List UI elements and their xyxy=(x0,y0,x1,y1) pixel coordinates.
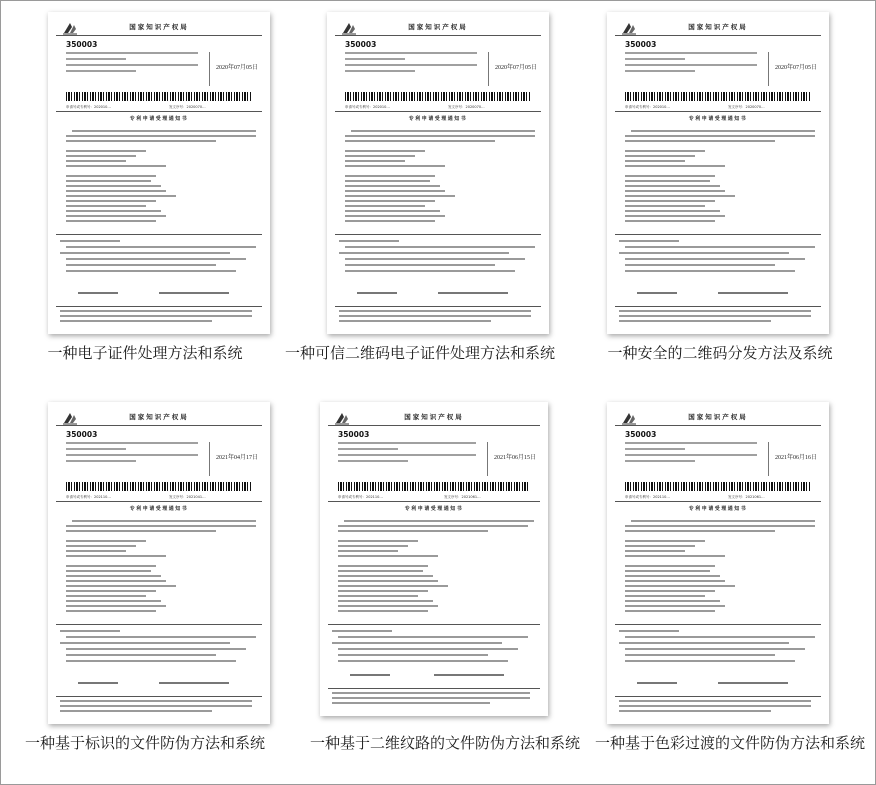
text-line xyxy=(338,585,448,587)
text-line xyxy=(345,140,495,142)
notes-rule xyxy=(56,624,262,625)
issue-date-box xyxy=(768,442,817,476)
footer-line xyxy=(60,710,212,712)
examiner-line xyxy=(78,682,118,684)
note-line xyxy=(345,264,495,266)
address-line xyxy=(625,52,757,54)
text-line xyxy=(625,160,685,162)
note-line xyxy=(619,240,679,242)
text-line xyxy=(345,135,535,137)
text-line xyxy=(338,540,418,542)
text-line xyxy=(338,575,433,577)
note-line xyxy=(338,654,488,656)
text-line xyxy=(625,180,710,182)
note-line xyxy=(60,642,230,644)
text-line xyxy=(72,130,256,132)
text-line xyxy=(66,605,166,607)
issue-date-box xyxy=(209,52,258,86)
office-name: 国家知识产权局 xyxy=(404,413,464,421)
text-line xyxy=(66,155,136,157)
note-line xyxy=(345,246,535,248)
address-line xyxy=(338,442,476,444)
note-line xyxy=(66,648,246,650)
text-line xyxy=(631,130,815,132)
certificate-document[interactable] xyxy=(48,12,270,334)
address-line xyxy=(625,442,757,444)
issue-date: 2020年07月05日 xyxy=(216,65,259,71)
examiner-line xyxy=(637,682,677,684)
text-line xyxy=(66,610,156,612)
department-line xyxy=(718,682,788,684)
footer-line xyxy=(339,310,531,312)
text-line xyxy=(66,525,256,527)
dispatch-ref: 发文序号：2021061… xyxy=(728,495,765,499)
footer-line xyxy=(619,705,811,707)
barcode xyxy=(625,92,811,101)
dispatch-ref: 发文序号：2020070… xyxy=(728,105,765,109)
footer-rule xyxy=(56,306,262,307)
section-rule xyxy=(56,111,262,112)
text-line xyxy=(338,610,428,612)
note-line xyxy=(625,648,805,650)
section-rule xyxy=(615,111,821,112)
note-line xyxy=(66,246,256,248)
text-line xyxy=(345,155,415,157)
text-line xyxy=(66,140,216,142)
text-line xyxy=(66,600,161,602)
document-caption: 一种电子证件处理方法和系统 xyxy=(47,344,243,362)
application-number: 350003 xyxy=(66,430,98,439)
text-line xyxy=(625,545,695,547)
application-ref: 申请号或专利号：202110… xyxy=(338,495,383,499)
text-line xyxy=(66,185,161,187)
application-number: 350003 xyxy=(625,430,657,439)
text-line xyxy=(338,570,423,572)
note-line xyxy=(345,270,515,272)
address-line xyxy=(66,454,198,456)
footer-line xyxy=(619,320,771,322)
address-line xyxy=(625,448,685,450)
text-line xyxy=(625,200,715,202)
text-line xyxy=(625,220,715,222)
department-line xyxy=(159,292,229,294)
notes-rule xyxy=(615,234,821,235)
text-line xyxy=(625,175,715,177)
document-caption: 一种基于色彩过渡的文件防伪方法和系统 xyxy=(594,734,865,752)
section-rule xyxy=(335,111,541,112)
footer-line xyxy=(332,697,530,699)
footer-line xyxy=(60,315,252,317)
text-line xyxy=(345,150,425,152)
footer-line xyxy=(332,692,530,694)
text-line xyxy=(625,555,725,557)
certificate-document[interactable] xyxy=(607,402,829,724)
department-line xyxy=(438,292,508,294)
text-line xyxy=(351,130,535,132)
application-ref: 申请号或专利号：202010… xyxy=(345,105,390,109)
dispatch-ref: 发文序号：2021061… xyxy=(444,495,481,499)
text-line xyxy=(66,575,161,577)
document-caption: 一种基于标识的文件防伪方法和系统 xyxy=(24,734,265,752)
note-line xyxy=(66,636,256,638)
text-line xyxy=(625,565,715,567)
footer-rule xyxy=(56,696,262,697)
header-rule xyxy=(328,425,540,426)
note-line xyxy=(339,252,509,254)
footer-line xyxy=(619,315,811,317)
header-rule xyxy=(56,35,262,36)
text-line xyxy=(338,545,408,547)
notice-title: 专利申请受理通知书 xyxy=(404,506,464,512)
certificate-document[interactable] xyxy=(327,12,549,334)
text-line xyxy=(625,600,720,602)
notice-title: 专利申请受理通知书 xyxy=(688,116,748,122)
footer-line xyxy=(332,702,490,704)
text-line xyxy=(66,160,126,162)
text-line xyxy=(625,210,720,212)
address-line xyxy=(345,64,477,66)
address-line xyxy=(66,70,136,72)
text-line xyxy=(66,175,156,177)
text-line xyxy=(66,190,166,192)
dispatch-ref: 发文序号：2020070… xyxy=(169,105,206,109)
text-line xyxy=(66,150,146,152)
note-line xyxy=(625,636,815,638)
footer-line xyxy=(60,700,252,702)
text-line xyxy=(625,595,705,597)
issue-date-box xyxy=(487,442,536,476)
examiner-line xyxy=(78,292,118,294)
text-line xyxy=(338,530,488,532)
notice-title: 专利申请受理通知书 xyxy=(129,506,189,512)
address-line xyxy=(66,448,126,450)
application-ref: 申请号或专利号：202110… xyxy=(625,495,670,499)
text-line xyxy=(345,185,440,187)
text-line xyxy=(625,215,725,217)
text-line xyxy=(66,585,176,587)
issue-date: 2021年06月16日 xyxy=(775,455,818,461)
text-line xyxy=(338,590,428,592)
text-line xyxy=(66,545,136,547)
text-line xyxy=(338,525,528,527)
footer-rule xyxy=(328,688,540,689)
note-line xyxy=(345,258,525,260)
notes-rule xyxy=(615,624,821,625)
text-line xyxy=(66,565,156,567)
note-line xyxy=(66,264,216,266)
note-line xyxy=(338,660,508,662)
text-line xyxy=(66,200,156,202)
text-line xyxy=(66,590,156,592)
note-line xyxy=(338,636,528,638)
department-line xyxy=(434,674,504,676)
barcode xyxy=(625,482,811,491)
footer-line xyxy=(619,310,811,312)
text-line xyxy=(66,220,156,222)
header-rule xyxy=(335,35,541,36)
text-line xyxy=(66,165,166,167)
footer-rule xyxy=(615,696,821,697)
address-line xyxy=(66,52,198,54)
note-line xyxy=(625,264,775,266)
text-line xyxy=(625,135,815,137)
address-line xyxy=(338,448,398,450)
text-line xyxy=(66,205,146,207)
address-line xyxy=(345,58,405,60)
text-line xyxy=(625,205,705,207)
note-line xyxy=(625,660,795,662)
department-line xyxy=(718,292,788,294)
text-line xyxy=(625,195,735,197)
text-line xyxy=(625,140,775,142)
text-line xyxy=(66,540,146,542)
text-line xyxy=(345,175,435,177)
text-line xyxy=(66,555,166,557)
address-line xyxy=(338,460,408,462)
office-name: 国家知识产权局 xyxy=(688,23,748,31)
issue-date: 2021年04月17日 xyxy=(216,455,259,461)
text-line xyxy=(66,595,146,597)
text-line xyxy=(345,165,445,167)
footer-line xyxy=(339,320,491,322)
footer-rule xyxy=(335,306,541,307)
text-line xyxy=(338,550,398,552)
text-line xyxy=(338,565,428,567)
note-line xyxy=(625,258,805,260)
notice-title: 专利申请受理通知书 xyxy=(688,506,748,512)
notes-rule xyxy=(328,624,540,625)
text-line xyxy=(66,570,151,572)
examiner-line xyxy=(637,292,677,294)
text-line xyxy=(338,605,438,607)
certificate-document[interactable] xyxy=(48,402,270,724)
note-line xyxy=(332,630,392,632)
text-line xyxy=(66,210,161,212)
address-line xyxy=(345,70,415,72)
footer-line xyxy=(60,320,212,322)
text-line xyxy=(625,540,705,542)
section-rule xyxy=(56,501,262,502)
notice-title: 专利申请受理通知书 xyxy=(408,116,468,122)
note-line xyxy=(66,270,236,272)
text-line xyxy=(631,520,815,522)
note-line xyxy=(60,240,120,242)
note-line xyxy=(60,630,120,632)
footer-line xyxy=(339,315,531,317)
note-line xyxy=(66,660,236,662)
text-line xyxy=(338,595,418,597)
dispatch-ref: 发文序号：2021041… xyxy=(169,495,206,499)
text-line xyxy=(345,160,405,162)
header-rule xyxy=(615,425,821,426)
text-line xyxy=(345,200,435,202)
application-number: 350003 xyxy=(338,430,370,439)
office-name: 国家知识产权局 xyxy=(408,23,468,31)
footer-line xyxy=(619,710,771,712)
note-line xyxy=(60,252,230,254)
address-line xyxy=(625,70,695,72)
note-line xyxy=(625,654,775,656)
text-line xyxy=(625,605,725,607)
note-line xyxy=(619,252,789,254)
notes-rule xyxy=(56,234,262,235)
note-line xyxy=(619,630,679,632)
text-line xyxy=(625,550,685,552)
text-line xyxy=(66,195,176,197)
note-line xyxy=(625,270,795,272)
application-number: 350003 xyxy=(345,40,377,49)
text-line xyxy=(345,190,445,192)
text-line xyxy=(338,600,433,602)
barcode xyxy=(66,92,252,101)
section-rule xyxy=(328,501,540,502)
address-line xyxy=(338,454,476,456)
address-line xyxy=(66,460,136,462)
header-rule xyxy=(56,425,262,426)
address-line xyxy=(66,442,198,444)
issue-date: 2020年07月05日 xyxy=(775,65,818,71)
application-ref: 申请号或专利号：202010… xyxy=(625,105,670,109)
text-line xyxy=(344,520,534,522)
barcode xyxy=(66,482,252,491)
text-line xyxy=(345,180,430,182)
notice-title: 专利申请受理通知书 xyxy=(129,116,189,122)
text-line xyxy=(345,220,435,222)
application-number: 350003 xyxy=(66,40,98,49)
certificate-document[interactable] xyxy=(607,12,829,334)
text-line xyxy=(338,555,438,557)
address-line xyxy=(625,64,757,66)
address-line xyxy=(66,64,198,66)
note-line xyxy=(619,642,789,644)
application-number: 350003 xyxy=(625,40,657,49)
text-line xyxy=(345,215,445,217)
text-line xyxy=(66,550,126,552)
address-line xyxy=(625,58,685,60)
text-line xyxy=(625,575,720,577)
dispatch-ref: 发文序号：2020070… xyxy=(448,105,485,109)
examiner-line xyxy=(357,292,397,294)
issue-date: 2020年07月05日 xyxy=(495,65,538,71)
note-line xyxy=(66,258,246,260)
footer-line xyxy=(60,310,252,312)
note-line xyxy=(339,240,399,242)
text-line xyxy=(66,580,166,582)
note-line xyxy=(332,642,502,644)
text-line xyxy=(625,525,815,527)
document-caption: 一种可信二维码电子证件处理方法和系统 xyxy=(284,344,555,362)
text-line xyxy=(625,585,735,587)
note-line xyxy=(625,246,815,248)
header-rule xyxy=(615,35,821,36)
text-line xyxy=(66,530,216,532)
office-name: 国家知识产权局 xyxy=(688,413,748,421)
office-name: 国家知识产权局 xyxy=(129,23,189,31)
document-caption: 一种安全的二维码分发方法及系统 xyxy=(607,344,833,362)
address-line xyxy=(66,58,126,60)
text-line xyxy=(345,210,440,212)
address-line xyxy=(625,460,695,462)
text-line xyxy=(625,570,710,572)
office-name: 国家知识产权局 xyxy=(129,413,189,421)
footer-line xyxy=(60,705,252,707)
text-line xyxy=(66,180,151,182)
section-rule xyxy=(615,501,821,502)
issue-date-box xyxy=(488,52,537,86)
text-line xyxy=(66,215,166,217)
text-line xyxy=(66,135,256,137)
text-line xyxy=(625,190,725,192)
barcode xyxy=(338,482,530,491)
document-caption: 一种基于二维纹路的文件防伪方法和系统 xyxy=(309,734,580,752)
text-line xyxy=(72,520,256,522)
text-line xyxy=(625,590,715,592)
text-line xyxy=(625,185,720,187)
issue-date: 2021年06月15日 xyxy=(494,455,537,461)
text-line xyxy=(625,580,725,582)
footer-line xyxy=(619,700,811,702)
text-line xyxy=(345,205,425,207)
barcode xyxy=(345,92,531,101)
note-line xyxy=(338,648,518,650)
text-line xyxy=(625,155,695,157)
text-line xyxy=(625,165,725,167)
issue-date-box xyxy=(209,442,258,476)
notes-rule xyxy=(335,234,541,235)
application-ref: 申请号或专利号：202110… xyxy=(66,495,111,499)
certificate-document[interactable] xyxy=(320,402,548,716)
address-line xyxy=(625,454,757,456)
text-line xyxy=(345,195,455,197)
note-line xyxy=(66,654,216,656)
text-line xyxy=(625,150,705,152)
examiner-line xyxy=(350,674,390,676)
text-line xyxy=(625,530,775,532)
application-ref: 申请号或专利号：202010… xyxy=(66,105,111,109)
text-line xyxy=(338,580,438,582)
text-line xyxy=(625,610,715,612)
department-line xyxy=(159,682,229,684)
address-line xyxy=(345,52,477,54)
footer-rule xyxy=(615,306,821,307)
issue-date-box xyxy=(768,52,817,86)
